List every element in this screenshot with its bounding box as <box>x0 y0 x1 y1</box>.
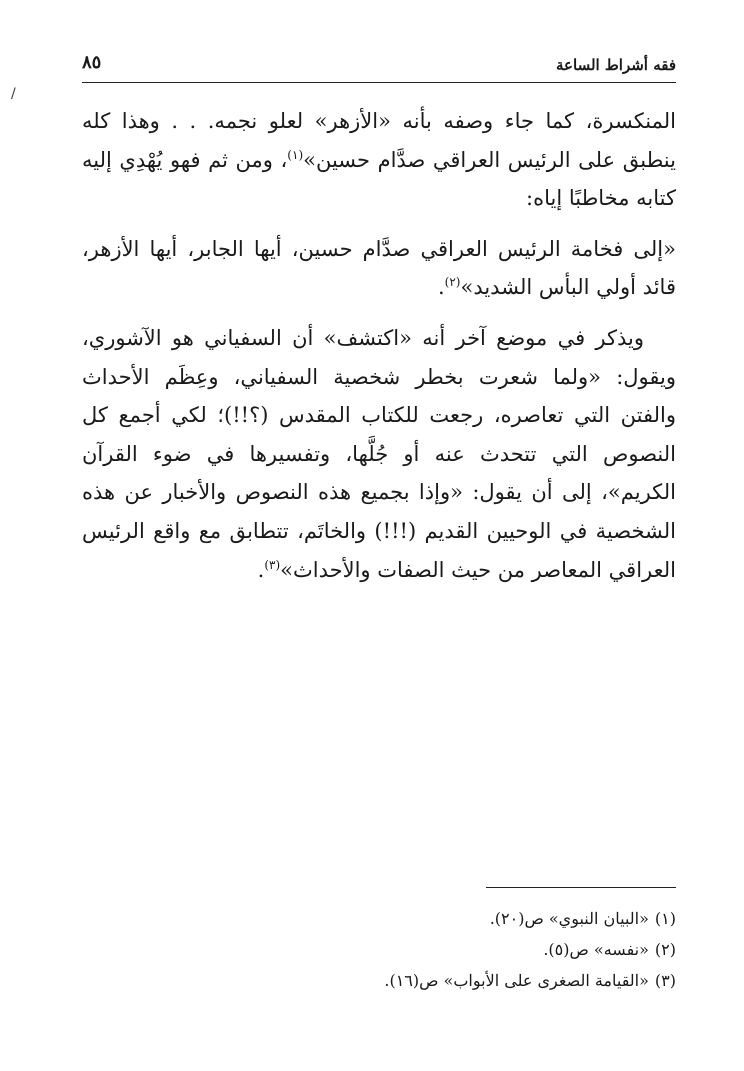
paragraph-3 <box>82 319 676 589</box>
paragraph-2-text-b: . <box>437 275 445 300</box>
footnotes <box>82 903 676 996</box>
footnote-item <box>82 965 676 996</box>
paragraph-1 <box>82 102 676 218</box>
footnote-text: «البيان النبوي» ص(٢٠). <box>489 909 649 928</box>
footnote-item <box>82 934 676 965</box>
footnote-number: (١) <box>654 909 676 928</box>
footnote-ref-2: (٢) <box>444 275 461 290</box>
footnote-ref-1: (١) <box>287 147 304 162</box>
footnote-text: «القيامة الصغرى على الأبواب» ص(١٦). <box>384 971 649 990</box>
main-text <box>82 102 676 589</box>
footnote-ref-3: (٣) <box>264 557 281 572</box>
footnote-text: «نفسه» ص(٥). <box>543 940 649 959</box>
margin-mark: / <box>11 86 16 102</box>
page-number: ٨٥ <box>82 52 102 73</box>
footnote-separator <box>486 887 676 888</box>
footnote-item <box>82 903 676 934</box>
page-header <box>82 50 676 83</box>
paragraph-1-text-b: ، ومن ثم فهو يُهْدِي إليه كتابه مخاطبًا إياه: <box>82 147 676 211</box>
paragraph-2-text-a: «إلى فخامة الرئيس العراقي صدَّام حسين، أيها الجابر، أيها الأزهر، قائد أولي البأس الشديد» <box>82 236 676 300</box>
paragraph-3-text-a: ويذكر في موضع آخر أنه «اكتشف» أن السفياني هو الآشوري، ويقول: «ولما شعرت بخطر شخصية السفياني، وعِظَم الأحداث والفتن التي تعاصره، رجعت للكتاب المقدس (؟!!)؛ لكي أجمع كل النصوص التي تتحدث عنه أو جُلَّها، وتفسيرها في ضوء القرآن الكريم»، إلى أن يقول: «وإذا بجميع هذه النصوص والأخبار عن هذه الشخصية في الوحيين القديم (!!!) والخاتَم، تتطابق مع واقع الرئيس العراقي المعاصر من حيث الصفات والأحداث» <box>82 325 676 582</box>
paragraph-3-text-b: . <box>257 557 265 582</box>
paragraph-2-quote <box>82 230 676 307</box>
running-title: فقه أشراط الساعة <box>556 56 676 74</box>
footnote-number: (٣) <box>654 971 676 990</box>
footnote-number: (٢) <box>654 940 676 959</box>
paragraph-1-text-a: المنكسرة، كما جاء وصفه بأنه «الأزهر» لعلو نجمه. . . وهذا كله ينطبق على الرئيس العراقي صدَّام حسين» <box>82 109 676 172</box>
